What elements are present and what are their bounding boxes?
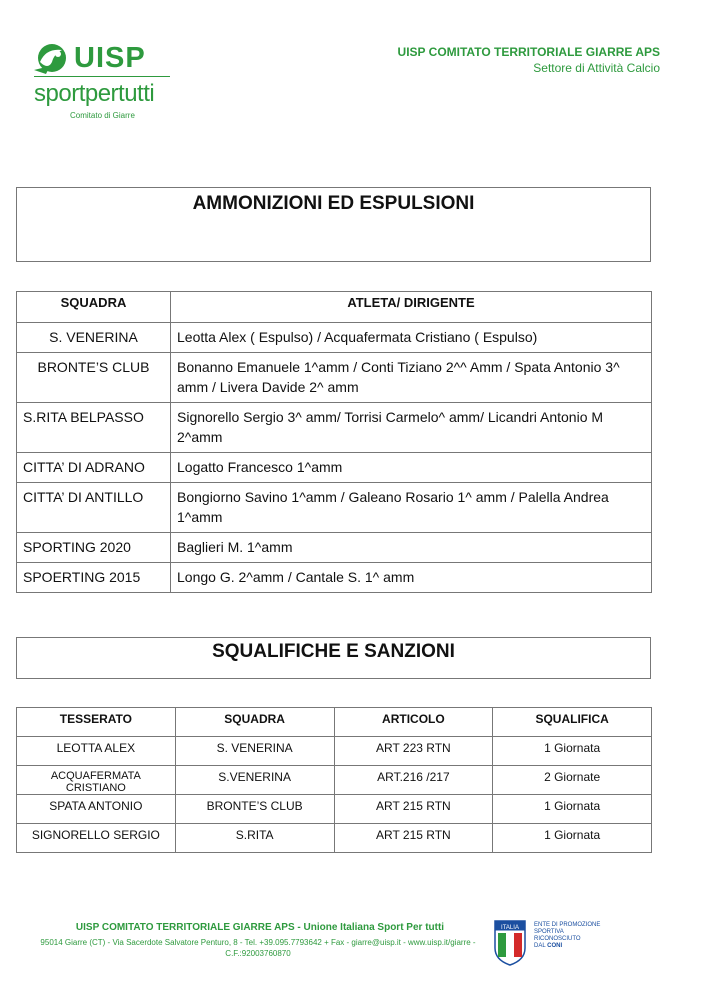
table-row — [17, 563, 652, 593]
cell-squalifica: 1 Giornata — [493, 737, 652, 766]
cell-squadra: S.RITA — [175, 824, 334, 853]
squalifiche-table — [16, 707, 652, 853]
cell-squadra: S. VENERINA — [17, 323, 171, 353]
logo-divider — [34, 76, 170, 77]
ammonizioni-table — [16, 291, 652, 593]
cell-squadra: S.RITA BELPASSO — [17, 403, 171, 453]
table-row — [17, 766, 652, 795]
section1-title-box — [16, 187, 651, 262]
col-header-squadra: SQUADRA — [17, 292, 171, 323]
cell-squadra: SPORTING 2020 — [17, 533, 171, 563]
cell-atleta: Baglieri M. 1^amm — [171, 533, 652, 563]
table-header-row — [17, 292, 652, 323]
cell-articolo: ART 223 RTN — [334, 737, 493, 766]
cell-squadra: CITTA’ DI ADRANO — [17, 453, 171, 483]
col-header-squadra: SQUADRA — [175, 708, 334, 737]
coni-line2: SPORTIVA — [534, 929, 564, 935]
cell-articolo: ART 215 RTN — [334, 795, 493, 824]
col-header-squalifica: SQUALIFICA — [493, 708, 652, 737]
table-row — [17, 453, 652, 483]
table-header-row — [17, 708, 652, 737]
footer-address: 95014 Giarre (CT) - Via Sacerdote Salvatore Penturo, 8 - Tel. +39.095.7793642 + Fax - giarre@uisp.it - www.uisp.it/giarre - C.F.:92003760870 — [40, 938, 476, 958]
cell-squadra: CITTA’ DI ANTILLO — [17, 483, 171, 533]
cell-atleta: Bongiorno Savino 1^amm / Galeano Rosario 1^ amm / Palella Andrea 1^amm — [171, 483, 652, 533]
coni-badge — [494, 920, 614, 970]
cell-squadra: SPOERTING 2015 — [17, 563, 171, 593]
cell-tesserato: LEOTTA ALEX — [17, 737, 176, 766]
table-row — [17, 795, 652, 824]
cell-squalifica: 2 Giornate — [493, 766, 652, 795]
cell-squadra: S. VENERINA — [175, 737, 334, 766]
table-row — [17, 824, 652, 853]
org-subtitle: Settore di Attività Calcio — [533, 61, 660, 75]
coni-line5: CONI — [547, 943, 563, 949]
cell-atleta: Signorello Sergio 3^ amm/ Torrisi Carmelo^ amm/ Licandri Antonio M 2^amm — [171, 403, 652, 453]
table-row — [17, 403, 652, 453]
table-row — [17, 483, 652, 533]
cell-squadra: S.VENERINA — [175, 766, 334, 795]
org-title: UISP COMITATO TERRITORIALE GIARRE APS — [397, 45, 660, 59]
col-header-tesserato: TESSERATO — [17, 708, 176, 737]
cell-atleta: Longo G. 2^amm / Cantale S. 1^ amm — [171, 563, 652, 593]
cell-atleta: Logatto Francesco 1^amm — [171, 453, 652, 483]
col-header-articolo: ARTICOLO — [334, 708, 493, 737]
cell-squadra: BRONTE’S CLUB — [175, 795, 334, 824]
cell-atleta: Bonanno Emanuele 1^amm / Conti Tiziano 2^^ Amm / Spata Antonio 3^ amm / Livera Davide 2^ amm — [171, 353, 652, 403]
shield-label: ITALIA — [501, 925, 519, 931]
table-row — [17, 323, 652, 353]
logo-comitato-text: Comitato di Giarre — [70, 111, 135, 120]
section2-title-box — [16, 637, 651, 679]
coni-line3: RICONOSCIUTO — [534, 936, 581, 942]
cell-articolo: ART 215 RTN — [334, 824, 493, 853]
cell-articolo: ART.216 /217 — [334, 766, 493, 795]
cell-tesserato: SIGNORELLO SERGIO — [17, 824, 176, 853]
table-row — [17, 533, 652, 563]
coni-line1: ENTE DI PROMOZIONE — [534, 922, 601, 928]
table-row — [17, 737, 652, 766]
italia-shield-icon — [494, 920, 526, 966]
section2-title: SQUALIFICHE E SANZIONI — [212, 641, 455, 662]
cell-squadra: BRONTE’S CLUB — [17, 353, 171, 403]
logo-main-text: UISP — [74, 42, 146, 74]
coni-text — [534, 922, 614, 950]
uisp-logo — [32, 40, 182, 126]
cell-tesserato: ACQUAFERMATA CRISTIANO — [17, 766, 176, 795]
cell-squalifica: 1 Giornata — [493, 824, 652, 853]
cell-atleta: Leotta Alex ( Espulso) / Acquafermata Cristiano ( Espulso) — [171, 323, 652, 353]
table-row — [17, 353, 652, 403]
cell-tesserato: SPATA ANTONIO — [17, 795, 176, 824]
footer-title: UISP COMITATO TERRITORIALE GIARRE APS - Unione Italiana Sport Per tutti — [75, 922, 445, 933]
section1-title: AMMONIZIONI ED ESPULSIONI — [192, 193, 475, 214]
col-header-atleta: ATLETA/ DIRIGENTE — [171, 292, 652, 323]
coni-line4: DAL — [534, 943, 546, 949]
cell-squalifica: 1 Giornata — [493, 795, 652, 824]
logo-sub-text: sportpertutti — [34, 80, 155, 107]
runner-logo-icon — [32, 40, 74, 80]
